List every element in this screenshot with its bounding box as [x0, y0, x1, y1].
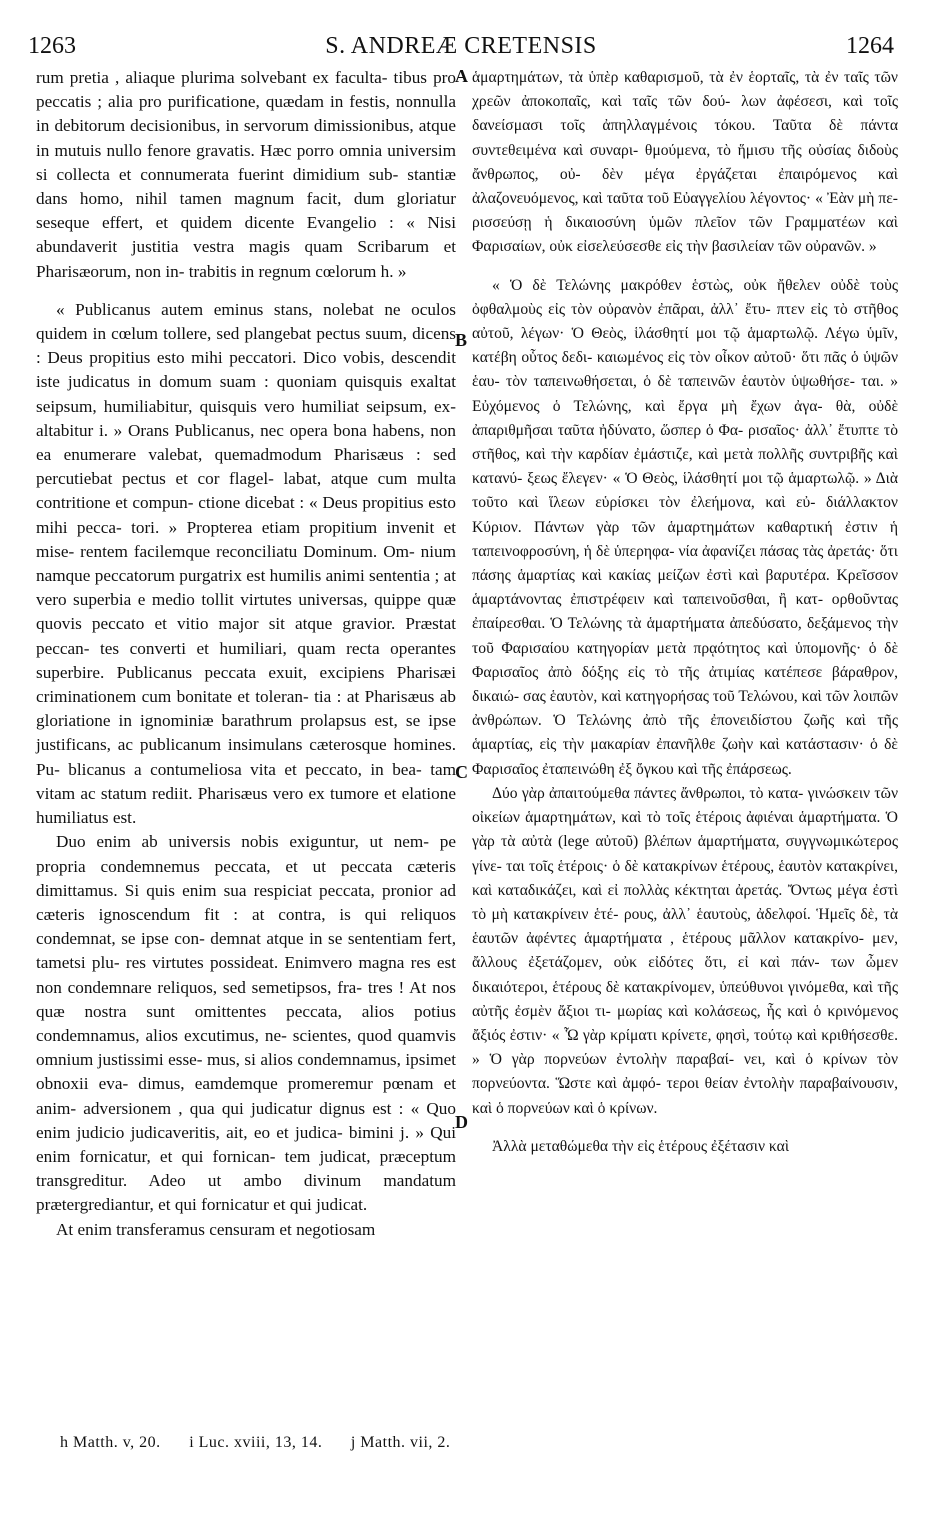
latin-paragraph-4: At enim transferamus censuram et negotiosam [56, 1219, 376, 1239]
footnotes [60, 1434, 880, 1452]
greek-paragraph-1: ἁμαρτημάτων, τὰ ὑπὲρ καθαρισμοῦ, τὰ ἐν ἑορταῖς, τὰ ἐν ταῖς τῶν χρεῶν ἀποκοπαῖς, καὶ ταῖς τῶν δού- λων ἀφέσεσι, καὶ τοῖς δανείσμασι τοῖς ἀπηλλαγμένοις τόκου. Ταῦτα δὲ πάντα συντεθειμένα καὶ συναρι- θμούμενα, τὸ ἥμισυ τῆς οὐσίας διδοὺς ἄνθρωπος, οὐ- δὲν μέγα ἐργάζεται ἐπαιρόμενος καὶ ἀλαζονευόμενος, καὶ ταῦτα τοῦ Εὐαγγελίου λέγοντος· « Ἐὰν μὴ πε- ρισσεύσῃ ἡ δικαιοσύνη ὑμῶν πλεῖον τῶν Γραμματέων καὶ Φαρισαίων, οὐκ εἰσελεύσεσθε εἰς τὴν βασιλείαν τῶν οὐρανῶν. » [472, 69, 898, 256]
footnote-j: j Matth. vii, 2. [350, 1434, 451, 1451]
greek-paragraph-2: « Ὁ δὲ Τελώνης μακρόθεν ἑστὼς, οὐκ ἤθελεν οὐδὲ τοὺς ὀφθαλμοὺς εἰς τὸν οὐρανὸν ἐπᾶραι, ἀλλ᾽ ἔτυ- πτεν εἰς τὸ στῆθος αὐτοῦ, λέγων· Ὁ Θεὸς, ἱλάσθητί μοι τῷ ἁμαρτωλῷ. Λέγω ὑμῖν, κατέβη οὗτος δεδι- καιωμένος εἰς τὸν οἶκον αὐτοῦ· ὅτι πᾶς ὁ ὑψῶν ἑαυ- τὸν ταπεινωθήσεται, ὁ δὲ ταπεινῶν ἑαυτὸν ὑψωθήσε- ται. » Εὐχόμενος ὁ Τελώνης, καὶ ἔργα μὴ ἔχων ἀγα- θὰ, οὐδὲ ἀπαριθμῆσαι ταῦτα ἠδύνατο, ὥσπερ ὁ Φα- ρισαῖος· ἀλλ᾽ ἔτυπτε τὸ στῆθος, καὶ τὴν καρδίαν ἐμάστιζε, καὶ μετὰ πολλῆς συντριβῆς καὶ κατανύ- ξεως ἔλεγεν· « Ὁ Θεὸς, ἱλάσθητί μοι τῷ ἁμαρτωλῷ. » Διὰ τοῦτο καὶ ἵλεων εὑρίσκει τὸν ἐλεήμονα, καὶ εὐ- διάλλακτον Κύριον. Πάντων γὰρ τῶν ἁμαρτημάτων καθαρτική ἐστιν ἡ ταπεινοφροσύνη, ἡ δὲ ὑπερηφα- νία ἀφανίζει πάσας τὰς ἀρετάς· ὅτι πάσης ἁμαρτίας καὶ κακίας μείζων ἐστὶ καὶ βαρυτέρα. Κρεῖσσον ἁμαρτάνοντας ἐπιστρέφειν καὶ ταπεινοῦσθαι, ἢ κατ- ορθοῦντας ἐπαίρεσθαι. Ὁ Τελώνης τὰ ἁμαρτήματα ἀπεδύσατο, δεξάμενος τὴν τοῦ Φαρισαίου κατηγορίαν μετὰ πρᾳότητος καὶ ὑπομονῆς· ὁ δὲ Φαρισαῖος ἀπὸ δόξης εἰς τὸ τῆς ἀτιμίας κατέπεσε βάραθρον, δικαιώ- σας ἑαυτὸν, καὶ κατηγορήσας τοῦ Τελώνου, καὶ τῶν λοιπῶν ἀνθρώπων. Ὁ Τελώνης ἀπὸ τῆς ἐπονειδίστου ζωῆς καὶ τῆς ἁμαρτίας, εἰς τὴν μακαρίαν ἐπανῆλθε ζωὴν καὶ κατάστασιν· ὁ δὲ Φαρισαῖος ἐταπεινώθη ἐξ ὄγκου καὶ τῆς ἐπάρσεως. [472, 276, 898, 778]
page-number-left: 1263 [28, 32, 76, 59]
running-title: S. ANDREÆ CRETENSIS [325, 32, 597, 59]
latin-column [36, 66, 456, 1242]
running-header [28, 30, 894, 62]
latin-paragraph-2: « Publicanus autem eminus stans, nolebat ne oculos quidem in cœlum tollere, sed plangebat pectus suum, dicens : Deus propitius esto mihi peccatori. Dico vobis, descendit iste judicatus in domum suam : quoniam quisquis exaltat seipsum, humiliabitur, quisquis vero humiliat seipsum, ex- altabitur i. » Orans Publicanus, nec opera bona habens, non ea enumerare valebat, quemadmodum Pharisæus : sed percutiebat pectus et cor flagel- labat, atque cum multa contritione et compun- ctione dicebat : « Deus propitius esto mihi pecca- tori. » Propterea etiam propitium invenit et mise- rentem facilemque reconciliatu Dominum. Om- nium namque peccatorum purgatrix est humilis animi sententia ; at vero superbia e medio tollit virtutes universas, quippe quæ quovis peccato et vitio major sit atque gravior. Præstat peccan- tes converti et humiliari, quam recta operantes superbire. Publicanus peccata exuit, excipiens Pharisæi criminationem cum bonitate et toleran- tia : at Pharisæus ab gloriatione in ignominiæ barathrum prolapsus est, se ipse justificans, ac publicanum insimulans cæterosque homines. Pu- blicanus a contumeliosa vita et peccato, in bea- tam vitam ac statum rediit. Pharisæus vero ex tumore et elatione humiliatus est. [36, 299, 456, 828]
latin-paragraph-3: Duo enim ab universis nobis exiguntur, ut nem- pe propria condemnemus peccata, et ut peccata cæteris dimittamus. Si quis enim sua respiciat peccata, pronior ad cæteris ignoscendum fit : at contra, is qui reliquos condemnat, se ipse con- demnat atque in se sententiam fert, tametsi plu- res virtutes possideat. Enimvero magna res est non condemnare reliquos, sed semetipsos, fra- tres ! At nos quæ nostra sunt omittentes peccata, alios potius condemnamus, alios excutimus, ne- scientes, quod quamvis omnium justissimi esse- mus, si alios condemnamus, ipsimet obnoxii eva- dimus, eamdemque promeremur pœnam et anim- adversionem , qua qui judicatur dignus est : « Quo enim judicio judicaveritis, ait, eo et judica- bimini j. » Qui enim fornicatur, et qui fornican- tem judicat, præceptum transgreditur. Adeo ut ambo divinum mandatum prætergrediantur, et qui fornicatur et qui judicat. [36, 832, 456, 1215]
greek-paragraph-3: Δύο γὰρ ἀπαιτούμεθα πάντες ἄνθρωποι, τὸ κατα- γινώσκειν τῶν οἰκείων ἁμαρτημάτων, καὶ τὸ τοῖς ἑτέροις ἀφιέναι ἁμαρτήματα. Ὁ γὰρ τὰ αὐτὰ (lege αὐτοῦ) βλέπων ἁμαρτήματα, συγγνωμικώτερος γίνε- ται τοῖς ἑτέροις· ὁ δὲ κατακρίνων ἑτέρους, ἑαυτὸν κατακρίνει, καὶ καταδικάζει, καὶ εἰ πολλὰς κέκτηται ἀρετάς. Ὄντως μέγα ἐστὶ τὸ μὴ κατακρίνειν ἑτέ- ρους, ἀλλ᾽ ἑαυτοὺς, ἀδελφοί. Ἡμεῖς δὲ, τὰ ἑαυτῶν ἀφέντες ἁμαρτήματα , ἑτέρους μᾶλλον κατακρίνο- μεν, ἄλλους ἐξετάζομεν, οὐκ εἰδότες ὅτι, εἰ καὶ πάν- των ὦμεν δικαιότεροι, ἑτέρους δὲ κατακρίνομεν, ὑπεύθυνοι γινόμεθα, καὶ τῆς αὐτῆς ἐσμὲν ἄξιοι τι- μωρίας καὶ κολάσεως, ἧς καὶ ὁ κρινόμενος ἄξιός ἐστιν· « Ὧ γὰρ κρίματι κρίνετε, φησὶ, τούτῳ καὶ κριθήσεσθε. » Ὁ γὰρ πορνεύων ἐντολὴν παραβαί- νει, καὶ ὁ κρίνων τὸν πορνεύοντα. Ὥστε καὶ ἀμφό- τεροι θείαν ἐντολὴν παραβαίνουσιν, καὶ ὁ πορνεύων καὶ ὁ κρίνων. [472, 784, 898, 1117]
footnote-i: i Luc. xviii, 13, 14. [189, 1434, 323, 1451]
footnote-h: h Matth. v, 20. [60, 1434, 161, 1451]
page-number-right: 1264 [845, 32, 894, 59]
margin-marker-d: D [455, 1112, 468, 1132]
margin-marker-a: A [455, 66, 468, 86]
margin-marker-c: C [455, 762, 468, 782]
greek-column [472, 66, 898, 1159]
latin-paragraph-1: rum pretia , aliaque plurima solvebant ex faculta- tibus pro peccatis ; alia pro purificatione, quædam in festis, nonnulla in debitorum decisionibus, in servorum dimissionibus, atque in mutuis nullo fenore gravatis. Hæc porro omnia universim si collecta et connumerata fuerint dimidium sub- stantiæ dans homo, nihil tamen magnum facit, dum gloriatur seseque effert, et quidem dicente Evangelio : « Nisi abundaverit justitia vestra magis quam Scribarum et Pharisæorum, non in- trabitis in regnum cœlorum h. » [36, 68, 456, 281]
greek-paragraph-4: Ἀλλὰ μεταθώμεθα τὴν εἰς ἑτέρους ἐξέτασιν καὶ [492, 1137, 790, 1155]
margin-marker-b: B [455, 330, 468, 350]
